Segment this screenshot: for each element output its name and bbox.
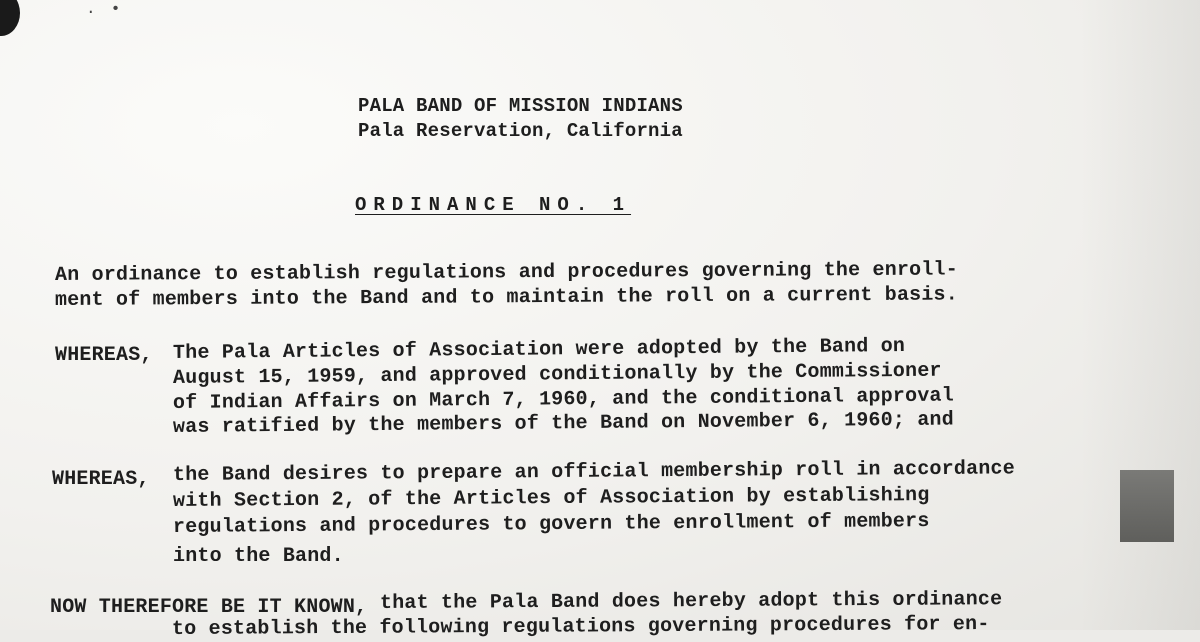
whereas-label: WHEREAS, (52, 468, 150, 491)
intro-line: ment of members into the Band and to maintain the roll on a current basis. (54, 283, 959, 312)
whereas-line: of Indian Affairs on March 7, 1960, and the conditional approval (172, 384, 955, 415)
whereas-line: regulations and procedures to govern the enrollment of members (172, 510, 930, 539)
whereas-label: WHEREAS, (55, 344, 153, 367)
whereas-line: the Band desires to prepare an official membership roll in accordance (172, 457, 1015, 487)
now-therefore-text: that the Pala Band does hereby adopt this ordinance (379, 588, 1003, 615)
whereas-line: into the Band. (173, 545, 344, 568)
whereas-line: was ratified by the members of the Band on November 6, 1960; and (172, 408, 955, 439)
intro-line: An ordinance to establish regulations and procedures governing the enroll- (54, 258, 959, 287)
org-location: Pala Reservation, California (358, 120, 683, 142)
ordinance-title: ORDINANCE NO. 1 (355, 194, 632, 216)
whereas-line: with Section 2, of the Articles of Association by establishing (172, 484, 930, 513)
org-name: PALA BAND OF MISSION INDIANS (358, 95, 683, 117)
now-therefore-label: NOW THEREFORE BE IT KNOWN, (50, 596, 368, 619)
ink-blot (0, 0, 20, 36)
whereas-line: August 15, 1959, and approved conditionally by the Commissioner (172, 359, 942, 390)
whereas-line: The Pala Articles of Association were adopted by the Band on (172, 334, 906, 365)
now-therefore-continuation: to establish the following regulations governing procedures for en- (171, 613, 990, 641)
binder-tab (1120, 470, 1174, 542)
ink-specks: . • (86, 0, 127, 18)
